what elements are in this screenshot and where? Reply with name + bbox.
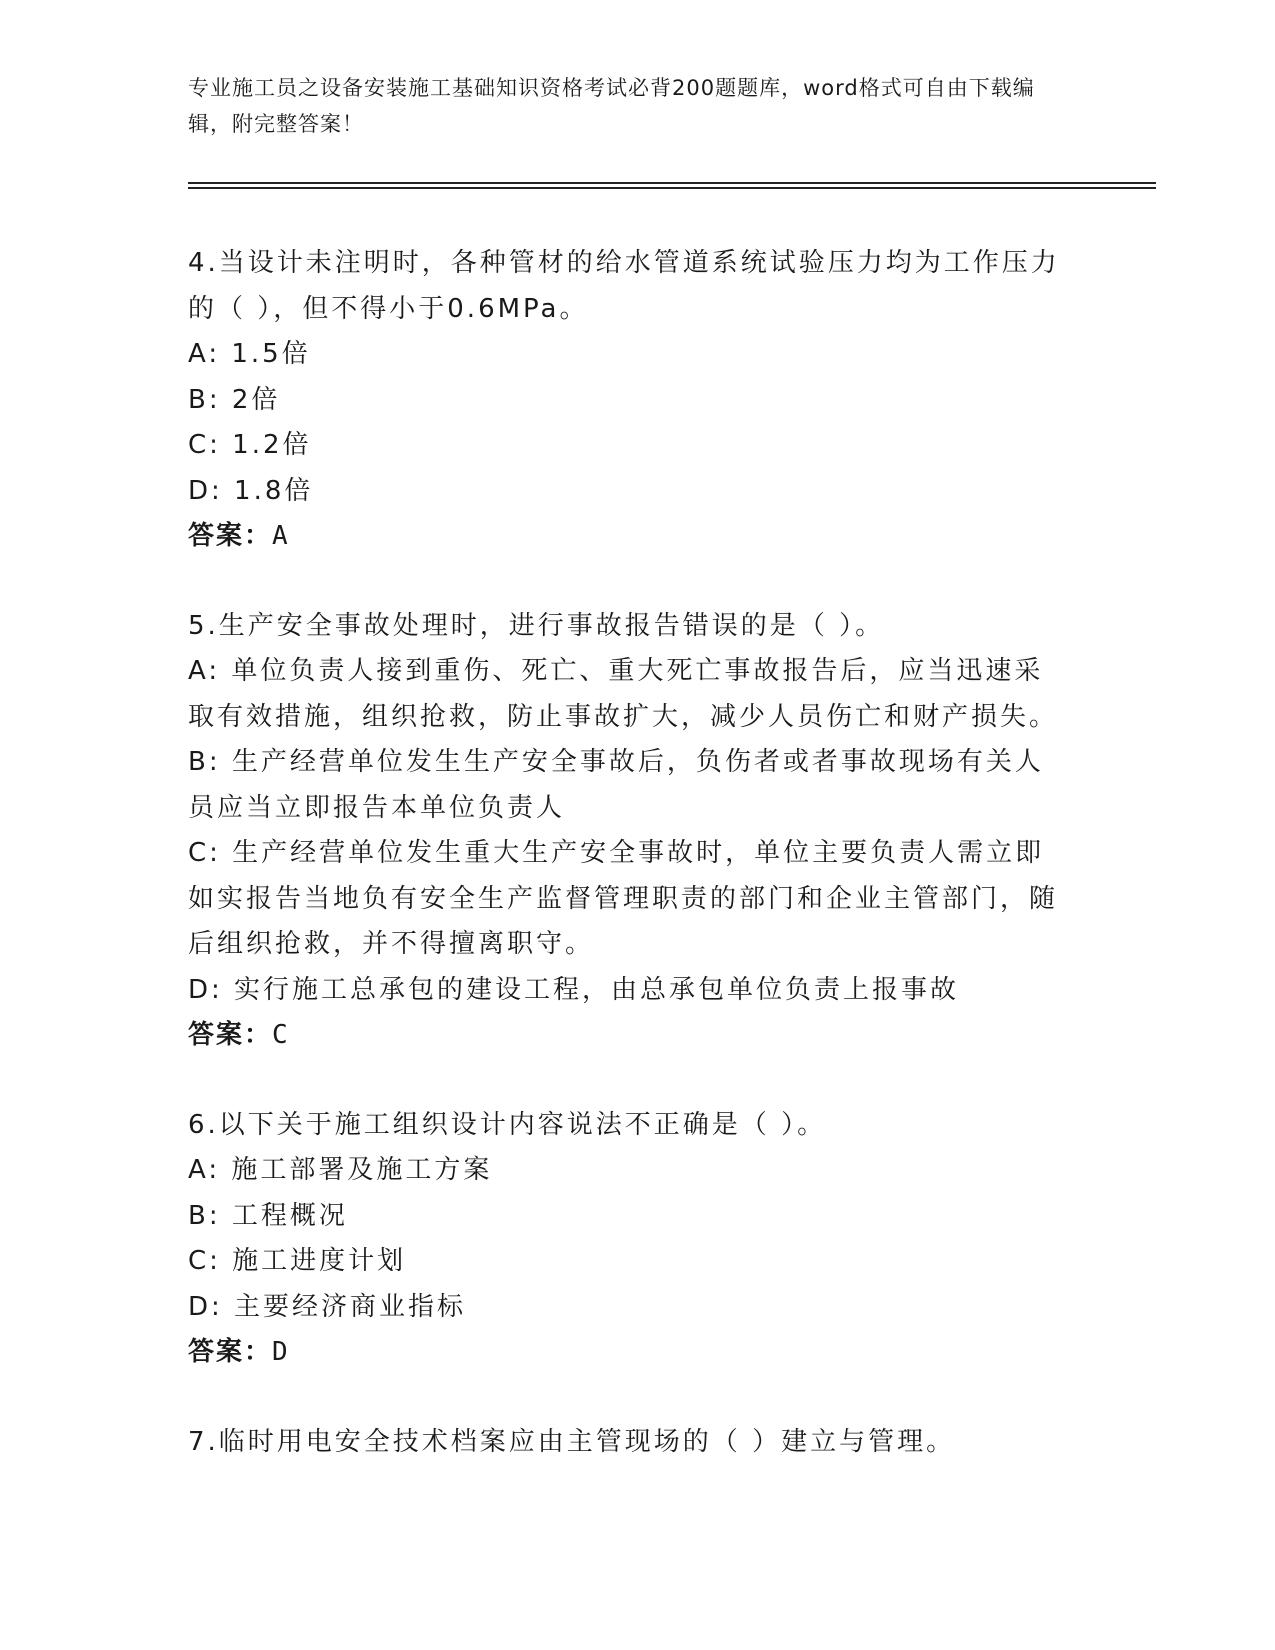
option-d: D: 实行施工总承包的建设工程，由总承包单位负责上报事故: [188, 974, 960, 1005]
question-stem: 6.以下关于施工组织设计内容说法不正确是（ ）。: [188, 1109, 827, 1140]
option-b: B: 工程概况: [188, 1200, 348, 1231]
document-header: 专业施工员之设备安装施工基础知识资格考试必背200题题库，word格式可自由下载编辑，附完整答案！: [188, 76, 1035, 136]
option-c: C: 生产经营单位发生重大生产安全事故时，单位主要负责人需立即如实报告当地负有安全生产监督管理职责的部门和企业主管部门，随后组织抢救，并不得擅离职守。: [188, 838, 1059, 959]
answer-line: [188, 514, 1158, 560]
answer-line: [188, 1330, 1158, 1376]
option-a: A: 单位负责人接到重伤、死亡、重大死亡事故报告后，应当迅速采取有效措施，组织抢救，防止事故扩大，减少人员伤亡和财产损失。: [188, 656, 1059, 732]
answer-line: [188, 1013, 1158, 1059]
question-item: [188, 1420, 1158, 1466]
answer-label: 答案：: [188, 1020, 273, 1050]
answer-value: D: [272, 1337, 288, 1367]
answer-label: 答案：: [188, 1337, 273, 1367]
question-item: [188, 1103, 1158, 1376]
question-item: [188, 241, 1158, 560]
option-b: B: 2倍: [188, 384, 281, 415]
question-stem: 5.生产安全事故处理时，进行事故报告错误的是（ ）。: [188, 610, 885, 641]
question-stem: 4.当设计未注明时，各种管材的给水管道系统试验压力均为工作压力的（ ），但不得小于0.6MPa。: [188, 248, 1060, 324]
question-stem: 7.临时用电安全技术档案应由主管现场的（ ）建立与管理。: [188, 1426, 956, 1457]
option-b: B: 生产经营单位发生生产安全事故后，负伤者或者事故现场有关人员应当立即报告本单位负责人: [188, 747, 1044, 823]
option-d: D: 主要经济商业指标: [188, 1291, 467, 1322]
option-c: C: 施工进度计划: [188, 1246, 407, 1276]
option-c: C: 1.2倍: [188, 430, 312, 460]
option-d: D: 1.8倍: [188, 475, 314, 506]
document-page: [188, 70, 1158, 1509]
answer-label: 答案：: [188, 521, 273, 551]
answer-value: A: [272, 521, 288, 551]
header-divider: [188, 182, 1156, 189]
answer-value: C: [272, 1020, 288, 1050]
question-list: [188, 241, 1158, 1465]
question-item: [188, 604, 1158, 1059]
option-a: A: 1.5倍: [188, 339, 311, 369]
option-a: A: 施工部署及施工方案: [188, 1155, 493, 1185]
